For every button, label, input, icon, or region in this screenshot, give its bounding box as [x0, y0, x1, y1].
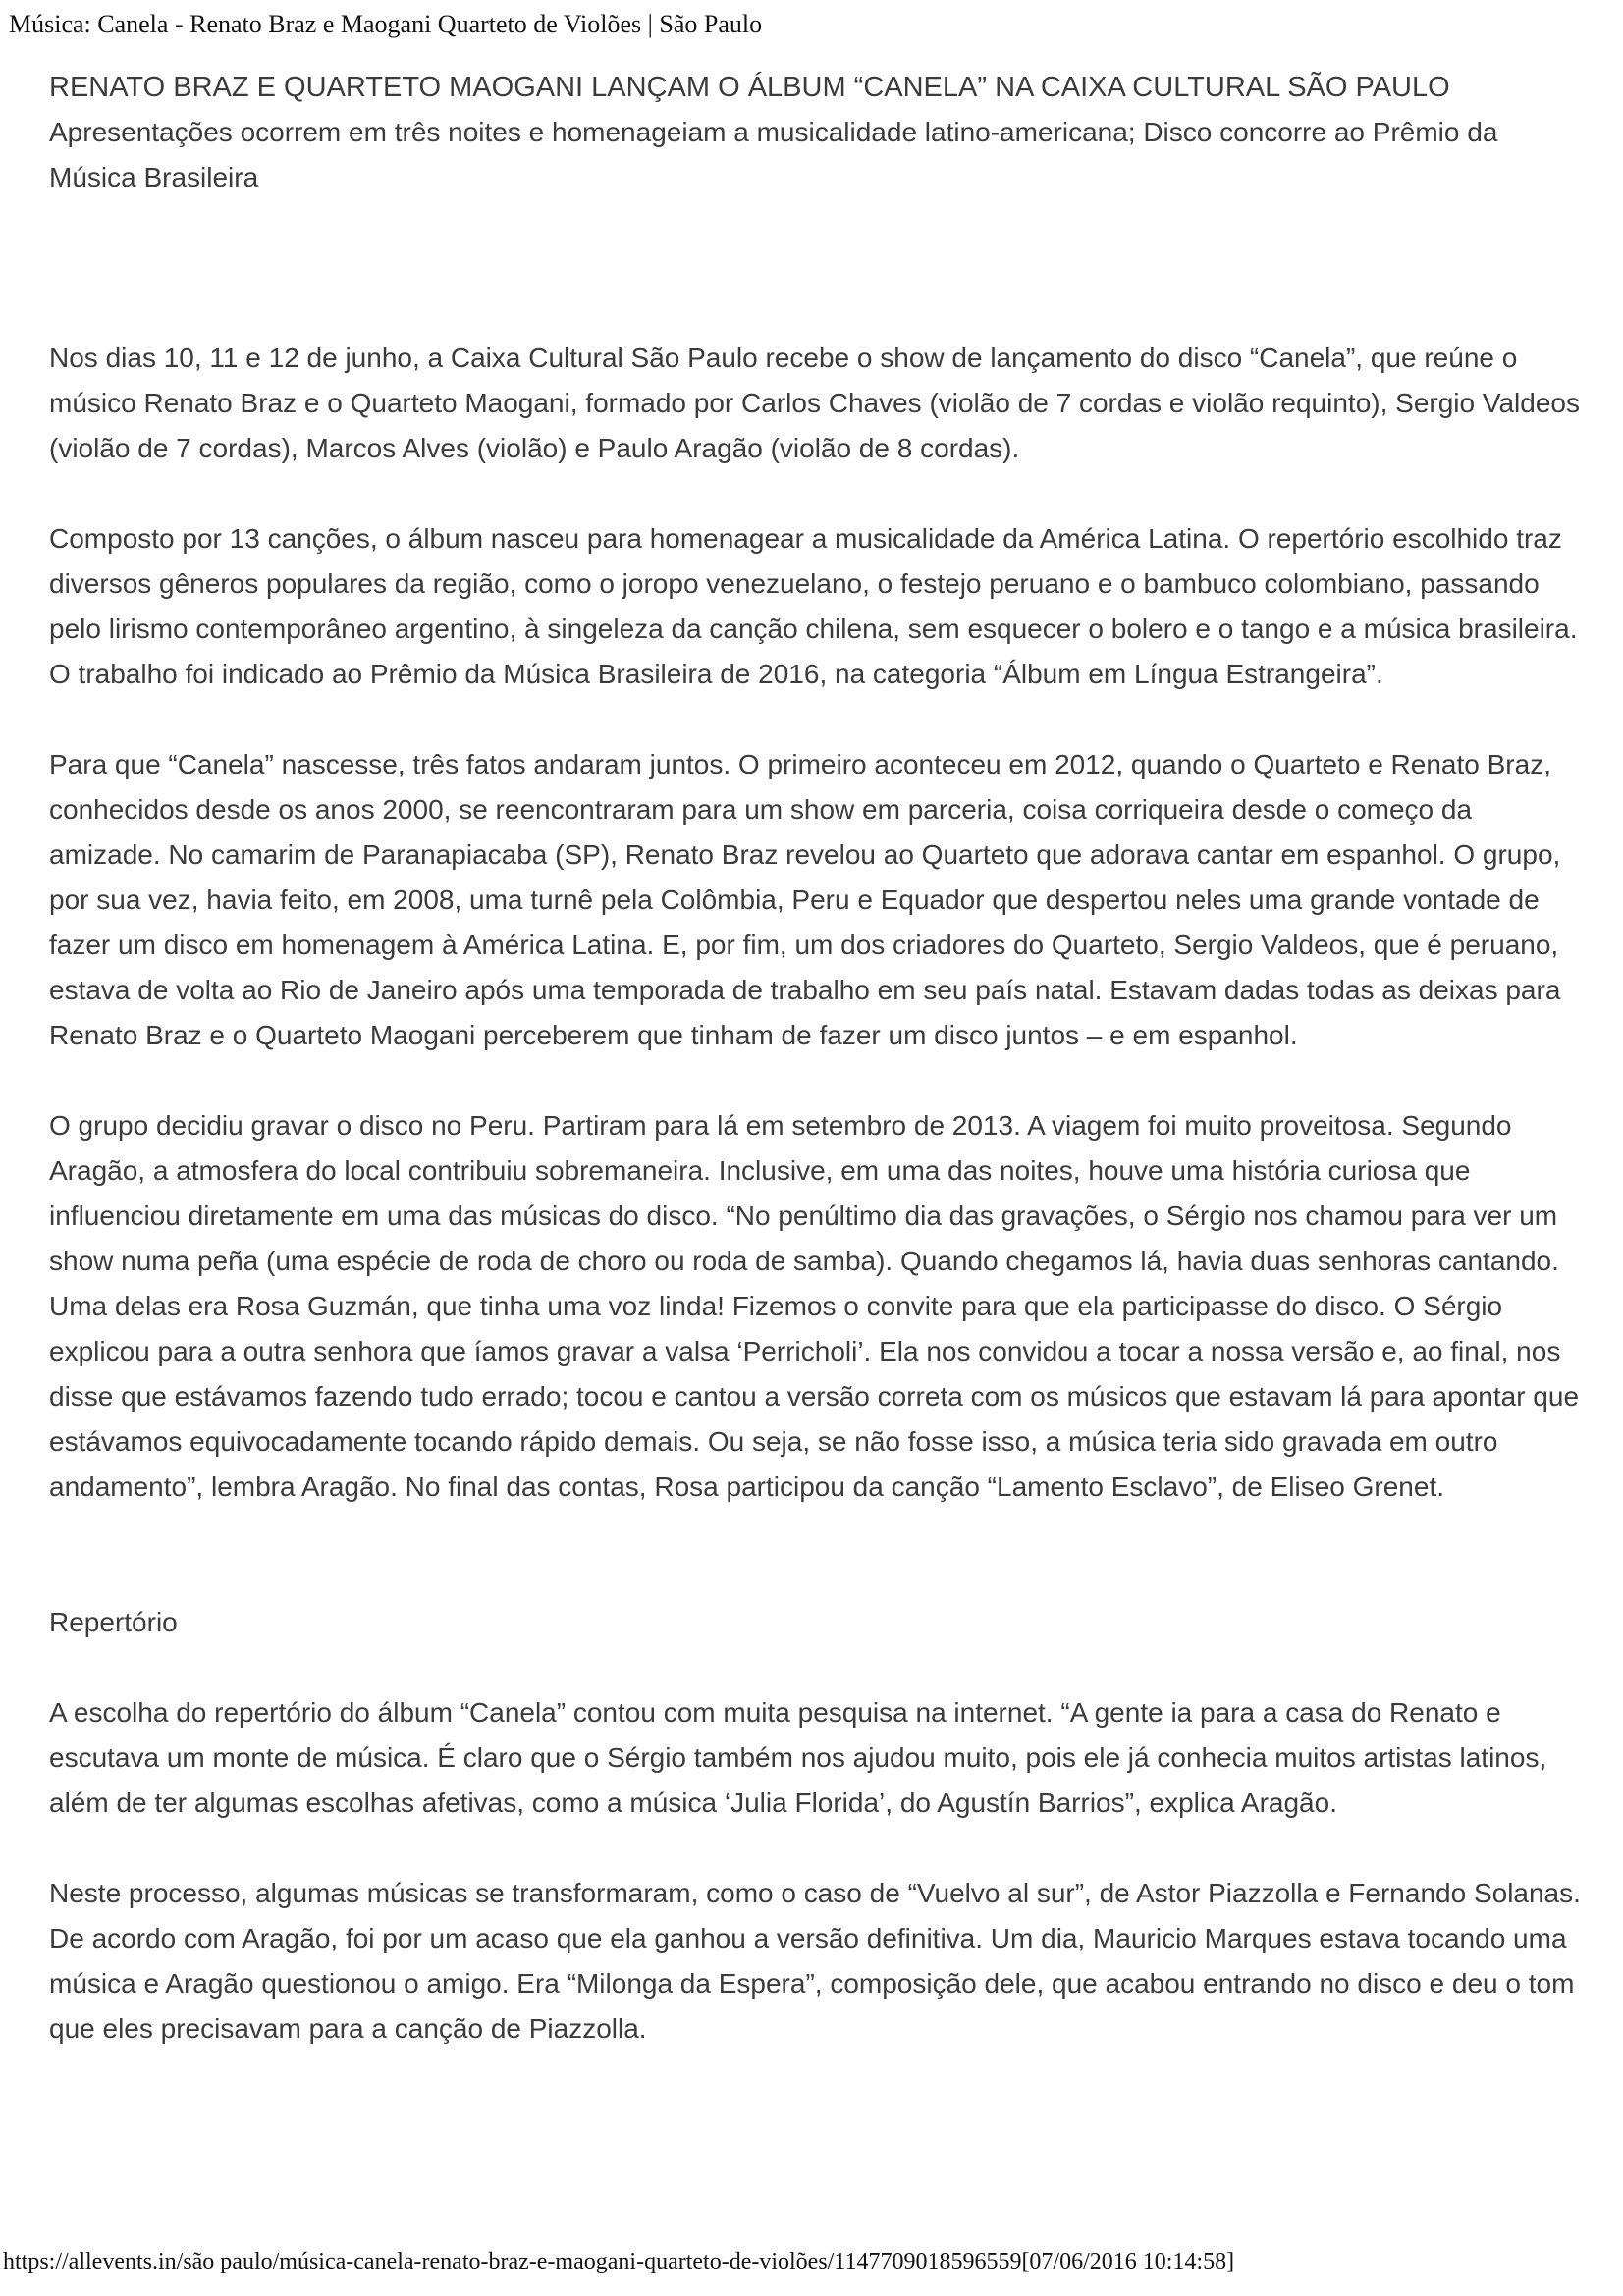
article-title: RENATO BRAZ E QUARTETO MAOGANI LANÇAM O ÁLBUM “CANELA” NA CAIXA CULTURAL SÃO PAULO	[49, 72, 1450, 103]
article-paragraph-4: O grupo decidiu gravar o disco no Peru. Partiram para lá em setembro de 2013. A viagem foi muito proveitosa. Segundo Aragão, a atmosfera do local contribuiu sobremaneira. Inclusive, em uma das noites, houve uma história curiosa que influenciou diretamente em uma das músicas do disco. “No penúltimo dia das gravações, o Sérgio nos chamou para ver um show numa peña (uma espécie de roda de choro ou roda de samba). Quando chegamos lá, havia duas senhoras cantando. Uma delas era Rosa Guzmán, que tinha uma voz linda! Fizemos o convite para que ela participasse do disco. O Sérgio explicou para a outra senhora que íamos gravar a valsa ‘Perricholi’. Ela nos convidou a tocar a nossa versão e, ao final, nos disse que estávamos fazendo tudo errado; tocou e cantou a versão correta com os músicos que estavam lá para apontar que estávamos equivocadamente tocando rápido demais. Ou seja, se não fosse isso, a música teria sido gravada em outro andamento”, lembra Aragão. No final das contas, Rosa participou da canção “Lamento Esclavo”, de Eliseo Grenet.	[49, 1110, 1580, 1502]
article-paragraph-2: Composto por 13 canções, o álbum nasceu para homenagear a musicalidade da América Latina. O repertório escolhido traz diversos gêneros populares da região, como o joropo venezuelano, o festejo peruano e o bambuco colombiano, passando pelo lirismo contemporâneo argentino, à singeleza da canção chilena, sem esquecer o bolero e o tango e a música brasileira. O trabalho foi indicado ao Prêmio da Música Brasileira de 2016, na categoria “Álbum em Língua Estrangeira”.	[49, 523, 1578, 689]
article-paragraph-1: Nos dias 10, 11 e 12 de junho, a Caixa Cultural São Paulo recebe o show de lançamento do disco “Canela”, que reúne o músico Renato Braz e o Quarteto Maogani, formado por Carlos Chaves (violão de 7 cordas e violão requinto), Sergio Valdeos (violão de 7 cordas), Marcos Alves (violão) e Paulo Aragão (violão de 8 cordas).	[49, 343, 1580, 463]
print-header-title: Música: Canela - Renato Braz e Maogani Quarteto de Violões | São Paulo	[9, 10, 763, 38]
article-subtitle: Apresentações ocorrem em três noites e homenageiam a musicalidade latino-americana; Disco concorre ao Prêmio da Música Brasileira	[49, 117, 1498, 192]
print-footer-url: https://allevents.in/são paulo/música-canela-renato-braz-e-maogani-quarteto-de-violões/1147709018596559[07/06/2016 10:14:58]	[3, 2249, 1235, 2274]
article	[49, 65, 1591, 2097]
article-paragraph-3: Para que “Canela” nascesse, três fatos andaram juntos. O primeiro aconteceu em 2012, quando o Quarteto e Renato Braz, conhecidos desde os anos 2000, se reencontraram para um show em parceria, coisa corriqueira desde o começo da amizade. No camarim de Paranapiacaba (SP), Renato Braz revelou ao Quarteto que adorava cantar em espanhol. O grupo, por sua vez, havia feito, em 2008, uma turnê pela Colômbia, Peru e Equador que despertou neles uma grande vontade de fazer um disco em homenagem à América Latina. E, por fim, um dos criadores do Quarteto, Sergio Valdeos, que é peruano, estava de volta ao Rio de Janeiro após uma temporada de trabalho em seu país natal. Estavam dadas todas as deixas para Renato Braz e o Quarteto Maogani perceberem que tinham de fazer um disco juntos – e em espanhol.	[49, 749, 1561, 1050]
section-paragraph-2: Neste processo, algumas músicas se transformaram, como o caso de “Vuelvo al sur”, de Astor Piazzolla e Fernando Solanas. De acordo com Aragão, foi por um acaso que ela ganhou a versão definitiva. Um dia, Mauricio Marques estava tocando uma música e Aragão questionou o amigo. Era “Milonga da Espera”, composição dele, que acabou entrando no disco e deu o tom que eles precisavam para a canção de Piazzolla.	[49, 1878, 1581, 2044]
section-heading-repertorio: Repertório	[49, 1607, 178, 1637]
section-paragraph-1: A escolha do repertório do álbum “Canela” contou com muita pesquisa na internet. “A gente ia para a casa do Renato e escutava um monte de música. É claro que o Sérgio também nos ajudou muito, pois ele já conhecia muitos artistas latinos, além de ter algumas escolhas afetivas, como a música ‘Julia Florida’, do Agustín Barrios”, explica Aragão.	[49, 1697, 1547, 1818]
